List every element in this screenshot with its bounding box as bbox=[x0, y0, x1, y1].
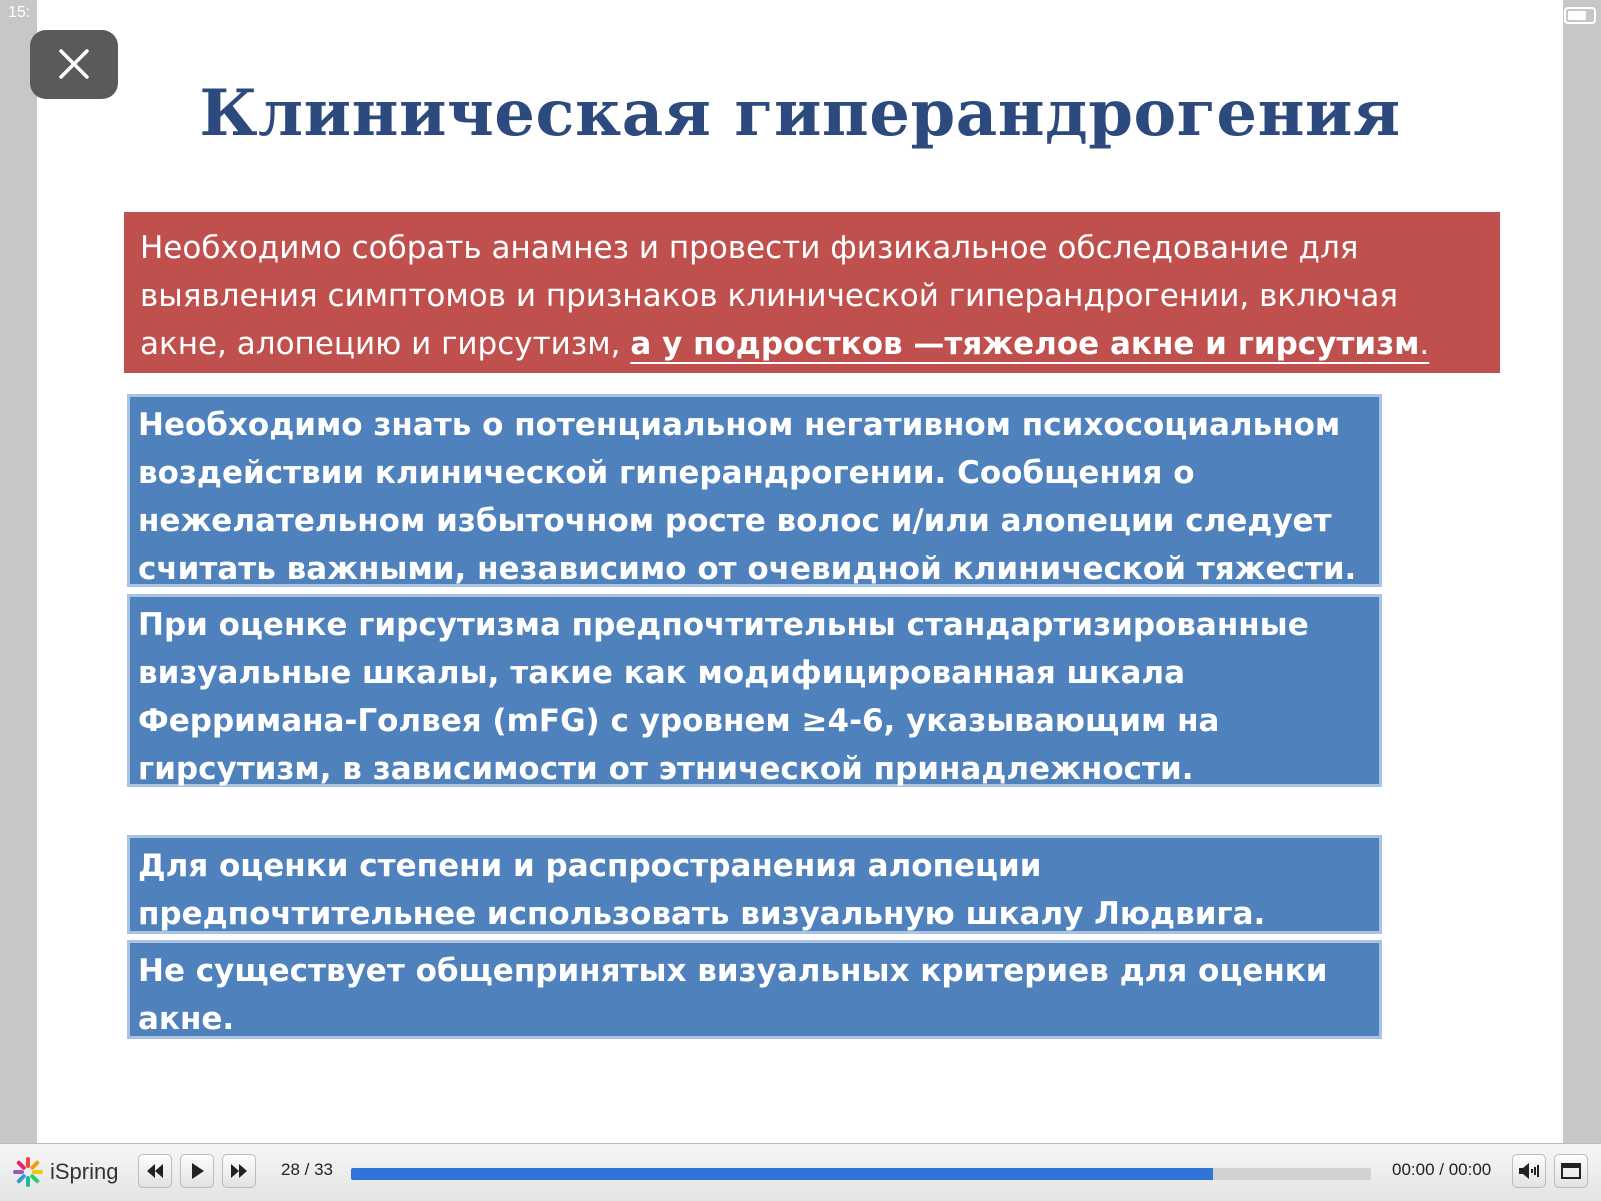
status-time: 15: bbox=[8, 4, 31, 21]
blue-box-text: Необходимо знать о потенциальном негативном психосоциальном воздействии клинической гиперандрогении. Сообщения о нежелательном избыточном росте волос и/или алопеции следует считать важными, независимо от очевидной клинической тяжести. bbox=[138, 407, 1357, 587]
fast-forward-icon bbox=[230, 1164, 248, 1178]
rewind-icon bbox=[146, 1164, 164, 1178]
ispring-logo-text: iSpring bbox=[50, 1159, 119, 1184]
red-box-emphasis: а у подростков —тяжелое акне и гирсутизм bbox=[630, 326, 1420, 362]
progress-fill bbox=[351, 1168, 1213, 1180]
blue-box-hirsutism bbox=[127, 594, 1382, 787]
blue-box-alopecia bbox=[127, 835, 1382, 934]
ispring-logo-icon bbox=[12, 1156, 44, 1188]
volume-icon bbox=[1518, 1162, 1540, 1180]
ispring-logo bbox=[12, 1156, 118, 1188]
blue-box-acne bbox=[127, 940, 1382, 1039]
blue-box-text: Не существует общепринятых визуальных критериев для оценки акне. bbox=[138, 953, 1328, 1037]
fullscreen-button[interactable] bbox=[1554, 1154, 1588, 1188]
play-button[interactable] bbox=[180, 1154, 214, 1188]
blue-box-text: Для оценки степени и распространения алопеции предпочтительнее использовать визуальную шкалу Людвига. bbox=[138, 848, 1266, 932]
volume-button[interactable] bbox=[1512, 1154, 1546, 1188]
blue-box-psychosocial bbox=[127, 394, 1382, 587]
player-bar bbox=[0, 1143, 1601, 1201]
red-info-box bbox=[124, 212, 1500, 373]
play-icon bbox=[190, 1163, 204, 1179]
slide bbox=[37, 0, 1563, 1143]
battery-icon bbox=[1564, 7, 1596, 24]
close-icon bbox=[58, 48, 90, 80]
fast-forward-button[interactable] bbox=[222, 1154, 256, 1188]
time-display: 00:00 / 00:00 bbox=[1392, 1160, 1492, 1179]
progress-bar[interactable] bbox=[351, 1168, 1371, 1180]
close-button[interactable] bbox=[30, 30, 118, 99]
blue-box-text: При оценке гирсутизма предпочтительны стандартизированные визуальные шкалы, такие как модифицированная шкала Ферримана-Голвея (mFG) с уровнем ≥4-6, указывающим на гирсутизм, в зависимости от этнической принадлежности. bbox=[138, 607, 1309, 787]
rewind-button[interactable] bbox=[138, 1154, 172, 1188]
slide-title: Клиническая гиперандрогения bbox=[199, 76, 1401, 151]
slide-counter: 28 / 33 bbox=[281, 1160, 333, 1179]
red-box-text: Необходимо собрать анамнез и провести физикальное обследование для выявления симптомов и признаков клинической гиперандрогении, включая акне, алопецию и гирсутизм, bbox=[140, 230, 1398, 362]
red-box-tail: . bbox=[1419, 326, 1430, 362]
fullscreen-icon bbox=[1561, 1163, 1581, 1179]
